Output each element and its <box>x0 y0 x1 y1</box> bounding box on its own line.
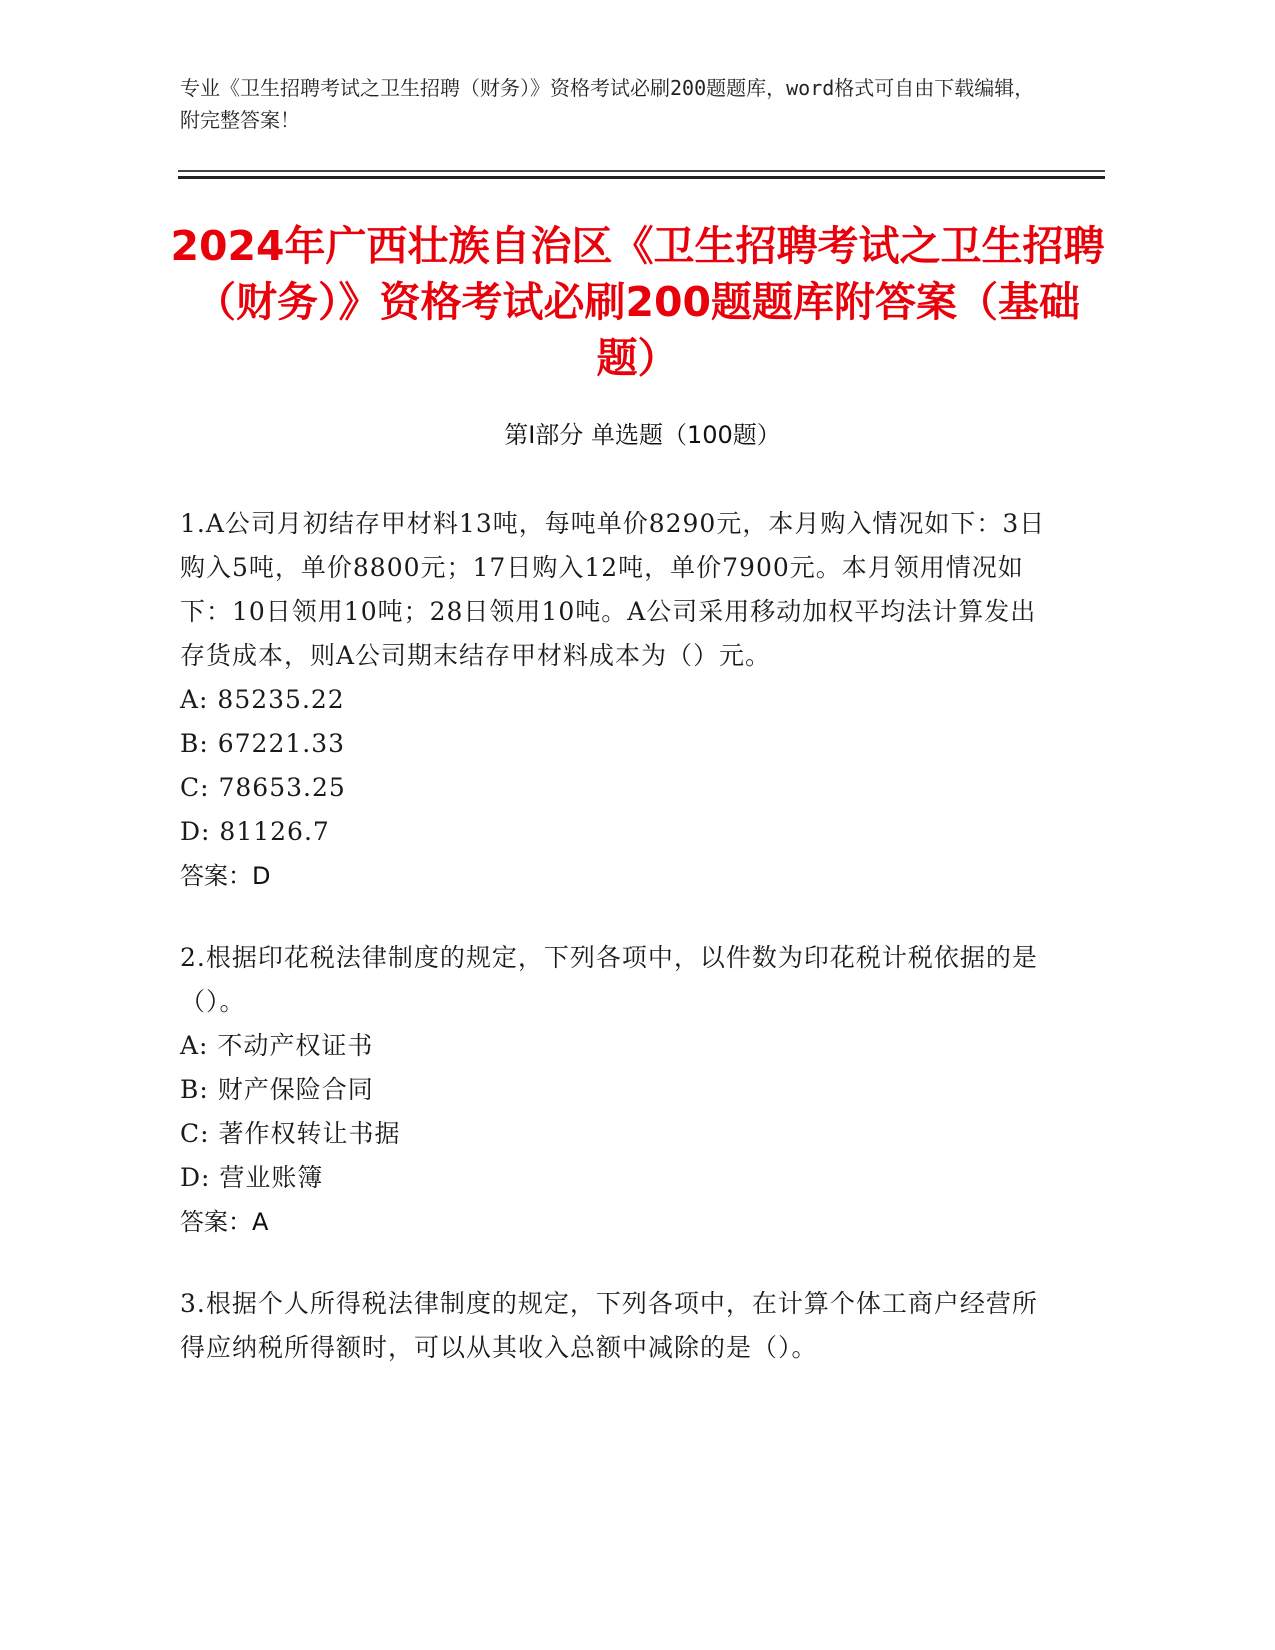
option-b: B: 67221.33 <box>180 729 346 758</box>
option-d: D: 81126.7 <box>180 817 330 846</box>
option-d: D: 营业账簿 <box>180 1163 324 1192</box>
option-c: C: 著作权转让书据 <box>180 1119 401 1148</box>
question-text: 2.根据印花税法律制度的规定，下列各项中，以件数为印花税计税依据的是（）。 <box>180 943 1038 1016</box>
answer: 答案：D <box>180 862 271 890</box>
option-a: A: 不动产权证书 <box>180 1031 374 1060</box>
option-c: C: 78653.25 <box>180 773 346 802</box>
section-heading: 第I部分 单选题（100题） <box>504 421 781 449</box>
option-a: A: 85235.22 <box>180 685 345 714</box>
question-2 <box>180 936 1050 1244</box>
question-3 <box>180 1282 1050 1370</box>
header-divider-thick <box>178 176 1105 179</box>
header-divider-thin <box>178 170 1105 172</box>
question-list <box>180 502 1050 1408</box>
question-1 <box>180 502 1050 898</box>
header-note: 专业《卫生招聘考试之卫生招聘（财务）》资格考试必刷200题题库，word格式可自由下载编辑，附完整答案！ <box>180 76 1035 132</box>
question-text: 1.A公司月初结存甲材料13吨，每吨单价8290元，本月购入情况如下：3日购入5吨，单价8800元；17日购入12吨，单价7900元。本月领用情况如下：10日领用10吨；28日领用10吨。A公司采用移动加权平均法计算发出存货成本，则A公司期末结存甲材料成本为（）元。 <box>180 509 1046 670</box>
option-b: B: 财产保险合同 <box>180 1075 374 1104</box>
document-title: 2024年广西壮族自治区《卫生招聘考试之卫生招聘（财务）》资格考试必刷200题题库附答案（基础题） <box>170 222 1105 382</box>
question-text: 3.根据个人所得税法律制度的规定，下列各项中，在计算个体工商户经营所得应纳税所得额时，可以从其收入总额中减除的是（）。 <box>180 1289 1038 1362</box>
answer: 答案：A <box>180 1208 269 1236</box>
